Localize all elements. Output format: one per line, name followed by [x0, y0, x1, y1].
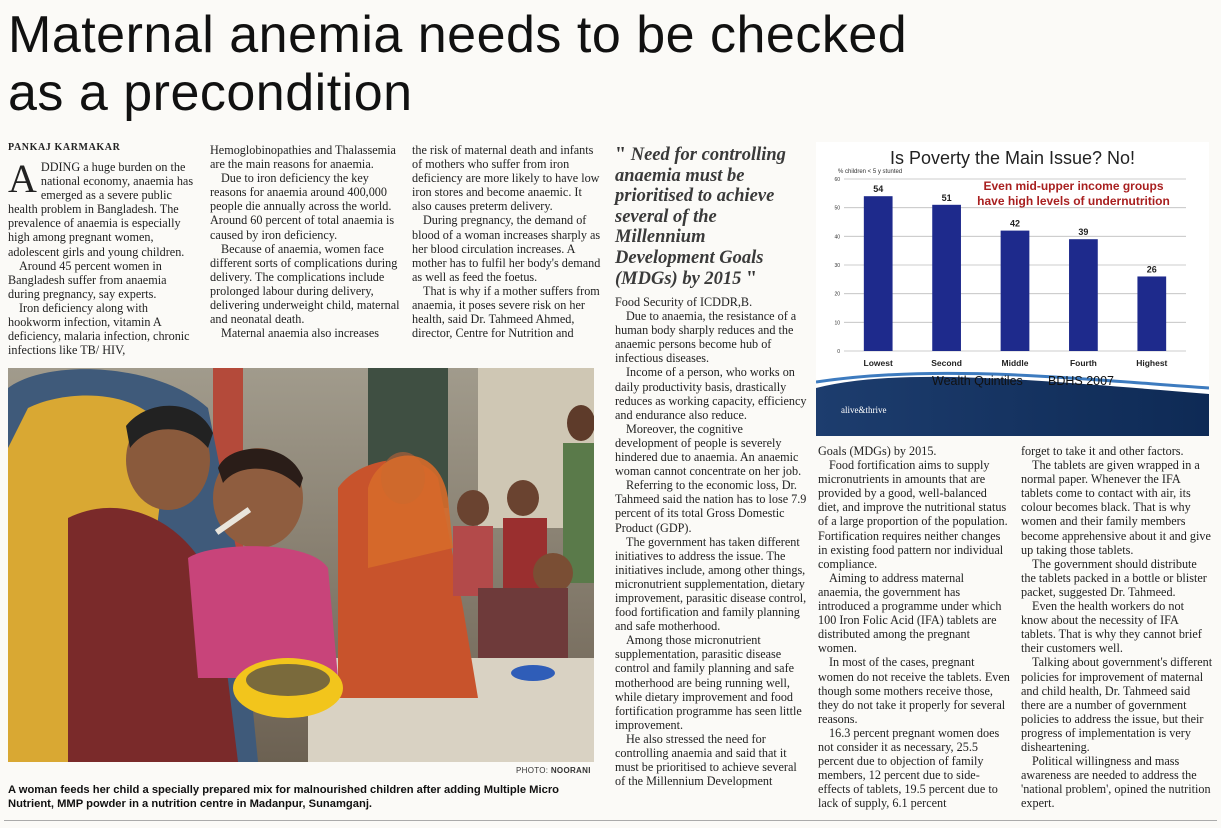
- bar-value-label: 39: [1078, 227, 1089, 238]
- bar-lowest: [864, 196, 893, 351]
- paragraph: Talking about government's different policies for improvement of maternal and child health, Dr. Tahmeed said there are a number of government policies to address the issue, but their progress of implementation is very disheartening.: [1021, 655, 1213, 754]
- headline: [8, 6, 968, 122]
- bar-highest: [1137, 276, 1166, 351]
- headline-line-1: Maternal anemia needs to be checked: [8, 6, 908, 64]
- paragraph: Hemoglobinopathies and Thalassemia are the main reasons for anaemia.: [210, 143, 396, 172]
- x-axis-label: Wealth Quintiles: [932, 374, 1023, 388]
- article-column-2: [210, 143, 402, 340]
- paragraph: Moreover, the cognitive development of people is severely hindered due to anaemia. An anaemic woman cannot concentrate on her job.: [615, 421, 802, 479]
- y-tick-label: 20: [834, 291, 840, 298]
- close-quote-mark: ": [746, 267, 758, 289]
- x-tick-label: Fourth: [1069, 358, 1097, 368]
- y-tick-label: 0: [837, 349, 840, 355]
- y-tick-label: 40: [834, 234, 840, 241]
- bar-value-label: 51: [941, 192, 952, 203]
- chart-source: BDHS 2007: [1048, 374, 1115, 388]
- article-column-5: [818, 444, 1010, 810]
- paragraph: Among those micronutrient supplementation, parasitic disease control and family planning and safe motherhood are being running well, while dietary improvement and food fortification programme has seen little improvement.: [615, 633, 802, 732]
- paragraph: The government has taken different initiatives to address the issue. The initiatives include, among other things, micronutrient supplementation, dietary improvement, parasitic disease control, food fortification and family planning and safe motherhood.: [615, 534, 807, 634]
- y-tick-label: 30: [834, 263, 840, 269]
- paragraph: Goals (MDGs) by 2015.: [818, 444, 937, 458]
- paragraph: Around 45 percent women in Bangladesh suffer from anaemia during pregnancy, say experts.: [8, 258, 167, 301]
- article-column-6: [1021, 444, 1213, 810]
- paragraph: Iron deficiency along with hookworm infection, vitamin A deficiency, malaria infection, chronic infections like TB/ HIV,: [8, 300, 190, 358]
- alive-thrive-logo: alive&thrive: [841, 405, 887, 415]
- bar-second: [932, 205, 961, 351]
- x-tick-label: Lowest: [863, 358, 893, 368]
- photo-credit-name: NOORANI: [550, 766, 591, 775]
- paragraph: That is why if a mother suffers from anaemia, it poses severe risk on her health, said Dr. Tahmeed Ahmed, director, Centre for Nutrition and: [412, 283, 600, 341]
- annotation-line-1: Even mid-upper income groups: [983, 179, 1164, 193]
- article-column-3: [412, 143, 604, 340]
- paragraph: The government should distribute the tablets packed in a bottle or blister packet, suggested Dr. Tahmeed.: [1021, 556, 1207, 599]
- headline-line-2: as a precondition: [8, 64, 413, 122]
- paragraph: Due to anaemia, the resistance of a human body sharply reduces and the anaemic persons become hub of infectious diseases.: [615, 309, 797, 366]
- stunting-chart: [816, 142, 1209, 436]
- chart-subtitle: % children < 5 y stunted: [838, 169, 903, 175]
- paragraph: forget to take it and other factors.: [1021, 444, 1184, 458]
- open-quote-mark: ": [615, 143, 627, 165]
- x-tick-label: Second: [931, 358, 962, 368]
- photo-credit: [516, 766, 591, 775]
- photo-credit-label: PHOTO:: [516, 766, 549, 775]
- news-photo: [8, 368, 594, 762]
- paragraph: Aiming to address maternal anaemia, the government has introduced a programme under which 100 Iron Folic Acid (IFA) tablets are distributed among the pregnant women.: [818, 570, 1002, 656]
- paragraph: the risk of maternal death and infants of mothers who suffer from iron deficiency are more likely to have low iron stores and become anaemic. It also causes preterm delivery.: [412, 143, 600, 214]
- y-tick-label: 50: [834, 205, 840, 212]
- paragraph: Because of anaemia, women face different sorts of complications during delivery. The complications include prolonged labour during delivery, delivering underweight child, maternal and neonatal death.: [210, 241, 400, 327]
- photo-illustration: [8, 368, 594, 762]
- paragraph: Food fortification aims to supply micronutrients in amounts that are provided by a good, well-balanced diet, and improve the nutritional status of a large proportion of the population. Fortification requires neither changes in existing food pattern nor individual compliance.: [818, 458, 1008, 571]
- chart-annotation: [966, 179, 1181, 209]
- paragraph: Referring to the economic loss, Dr. Tahmeed said the nation has to lose 7.9 percent of its total Gross Domestic Product (GDP).: [615, 478, 807, 535]
- bar-value-label: 42: [1009, 218, 1021, 229]
- bottom-rule: [4, 820, 1217, 821]
- pull-quote: [615, 144, 807, 290]
- bar-value-label: 54: [873, 184, 884, 195]
- pull-quote-text: Need for controlling anaemia must be prioritised to achieve several of the Millennium Development Goals (MDGs) by 2015: [615, 145, 786, 289]
- paragraph: Maternal anaemia also increases: [221, 326, 380, 341]
- article-column-4: [615, 295, 807, 788]
- chart-title: Is Poverty the Main Issue? No!: [889, 148, 1136, 168]
- paragraph: Even the health workers do not know about the necessity of IFA tablets. That is why they cannot brief their customers well.: [1021, 599, 1202, 656]
- paragraph: Food Security of ICDDR,B.: [615, 295, 753, 309]
- drop-cap: A: [8, 156, 37, 201]
- annotation-line-2: have high levels of undernutrition: [977, 194, 1170, 208]
- photo-caption: A woman feeds her child a specially prepared mix for malnourished children after adding Multiple Micro Nutrient, MMP powder in a nutrition centre in Madanpur, Sunamganj.: [8, 784, 560, 810]
- bar-middle: [1001, 231, 1030, 351]
- y-tick-label: 10: [834, 320, 840, 327]
- paragraph: He also stressed the need for controlling anaemia and said that it must be prioritised to achieve several of the Millennium Development: [615, 731, 797, 789]
- byline: PANKAJ KARMAKAR: [8, 142, 121, 153]
- article-column-1: [8, 156, 200, 358]
- paragraph: 16.3 percent pregnant women does not consider it as necessary, 25.5 percent due to objection of family members, 12 percent due to side-effects of tablets, 19.5 percent due to lack of supply, 6.1 percent: [818, 725, 1000, 811]
- bar-value-label: 26: [1146, 264, 1157, 275]
- bar-fourth: [1069, 239, 1098, 351]
- paragraph: The tablets are given wrapped in a normal paper. Whenever the IFA tablets come to contact with air, its colour becomes black. That is why women and their family members become apprehensive about it and give up taking those tablets.: [1021, 458, 1211, 557]
- paragraph: Income of a person, who works on daily productivity basis, drastically reduces as working capacity, efficiency and endurance also reduce.: [615, 365, 807, 422]
- paragraph: ADDING a huge burden on the national economy, anaemia has emerged as a severe public health problem in Bangladesh. The prevalence of anaemia is especially high among pregnant women, adolescent girls and young children.: [8, 156, 194, 259]
- y-tick-label: 60: [834, 177, 840, 183]
- x-tick-label: Middle: [1001, 358, 1029, 368]
- x-tick-label: Highest: [1136, 358, 1168, 368]
- paragraph: In most of the cases, pregnant women do not receive the tablets. Even though some mothers receive those, they do not take it properly for several reasons.: [818, 655, 1010, 726]
- paragraph: Due to iron deficiency the key reasons for anaemia around 400,000 people die annually across the world. Around 60 percent of total anaemia is caused by iron deficiency.: [210, 171, 395, 242]
- paragraph: Political willingness and mass awareness are needed to address the 'national problem', opined the nutrition expert.: [1021, 754, 1211, 811]
- paragraph: During pregnancy, the demand of blood of a woman increases sharply as her blood circulation increases. A mother has to fulfil her body's demand as well as feed the foetus.: [412, 213, 601, 284]
